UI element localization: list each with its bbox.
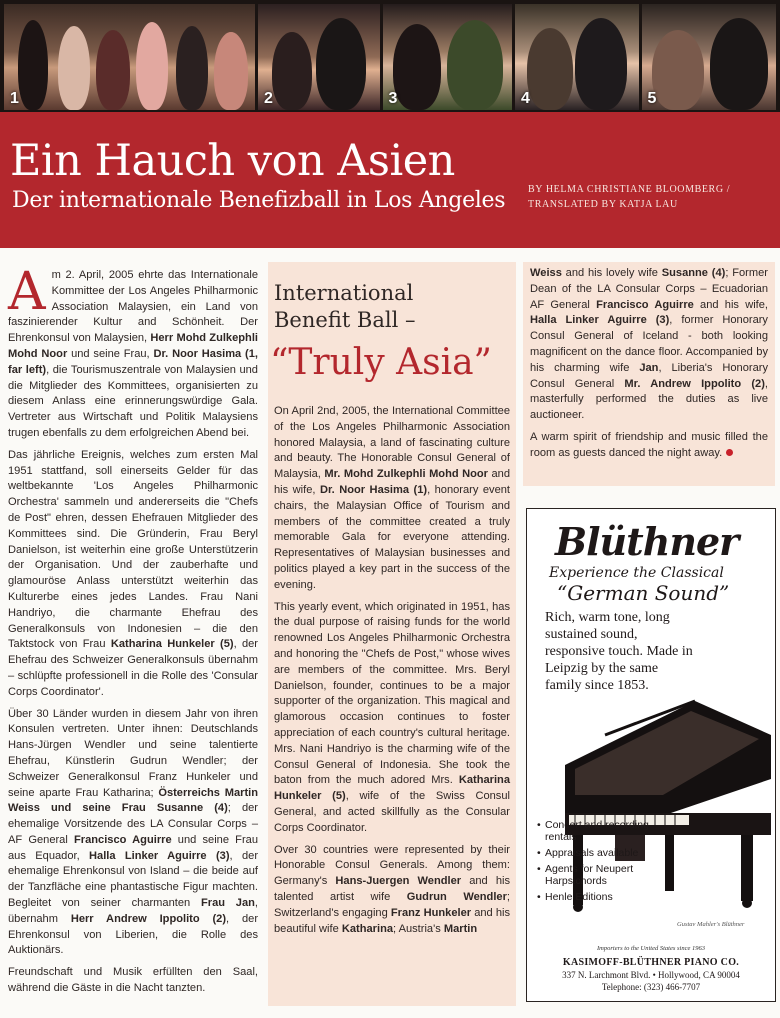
english-continued-column <box>530 266 768 462</box>
gala-photo-1 <box>4 4 255 110</box>
paragraph <box>8 707 258 960</box>
ad-photo-caption: Gustav Mahler's Blüthner <box>677 921 745 928</box>
text-run: , der Ehrenkonsul von Liberien, die Rolle des Auktionärs. <box>8 912 259 957</box>
bold-name: Österreichs Martin Weiss und seine Frau Susanne (4) <box>8 786 258 815</box>
text-run: , der ehemalige Ehrenkonsul von Island – die beide auf der Tanzfläche eine phantastische Figur machten. Begleitet von seiner charmanten <box>8 849 259 910</box>
bold-name: Dr. Noor Hasima (1) <box>319 483 428 496</box>
end-of-article-mark <box>726 449 733 456</box>
ad-tagline-emphasis: “German Sound” <box>557 581 730 605</box>
gala-photo-5 <box>642 4 776 110</box>
german-paragraphs <box>8 262 259 997</box>
bold-name: Jan <box>639 361 659 374</box>
text-run: m 2. April, 2005 ehrte das Internationale Kommittee der Los Angeles Philharmonic Association Malaysien, ein Land von faszinierender Kultur and Schönheit. Der Ehrenkonsul von Malaysien, <box>8 269 258 345</box>
ad-brand-logo: Blüthner <box>555 519 739 564</box>
text-run: and his wife, <box>274 468 510 496</box>
english-continued-paragraphs <box>530 266 768 462</box>
bold-name: Hans-Juergen Wendler <box>335 875 462 888</box>
bluthner-advertisement <box>526 508 776 1002</box>
text-run: This yearly event, which originated in 1951, has the dual purpose of raising funds for the world renowned Los Angeles Philharmonic Orchestra and honoring the "Chefs de Post," whose wives are members of the committee. Mrs. Beryl Danielson, founder, continues to be a major supporter of the organization. This magical and glamorous occasion continues to foster appreciation of each country's cultural heritage. Mrs. Nani Handriyo is the charming wife of the Consul General of Indonesia. She took the baton from the much adored Mrs. <box>274 600 510 787</box>
paragraph <box>274 843 510 938</box>
byline-author: BY HELMA CHRISTIANE BLOOMBERG / <box>528 184 731 195</box>
text-run: Freundschaft und Musik erfüllten den Saal, während die Gäste in die Nacht tanzten. <box>8 966 258 995</box>
paragraph <box>530 266 768 424</box>
ad-feature-list <box>537 819 657 907</box>
text-run: and his talented artist wife <box>274 875 511 903</box>
bold-name: Katharina Hunkeler (5) <box>110 638 234 651</box>
bold-name: Herr Andrew Ippolito (2) <box>70 912 227 925</box>
text-run: , former Honorary Consul General of Iceland - both looking magnificent on the dance floor. Accompanied by his charming wife <box>530 314 768 374</box>
gala-photo-3 <box>383 4 512 110</box>
bold-name: Mr. Andrew Ippolito (2) <box>624 377 765 390</box>
text-run: and his lovely wife <box>561 267 662 279</box>
english-title-line: Benefit Ball – <box>274 308 416 332</box>
english-title-line: International <box>274 281 414 305</box>
text-run: and his wife, <box>693 298 769 311</box>
ad-importer-line: Importers to the United States since 1963 <box>597 945 705 952</box>
byline <box>528 182 730 212</box>
english-article-column <box>274 404 510 937</box>
text-run: , honorary event chairs, the Malaysian Office of Tourism and members of the committee created a truly memorable Gala for everyone attending. Representatives of Malaysian businesses and politics played a key part in the success of the evening. <box>274 483 511 591</box>
article-title: Ein Hauch von Asien <box>10 136 455 186</box>
text-run: A warm spirit of friendship and music filled the room as guests danced the night away. <box>530 430 768 459</box>
photo-strip <box>0 0 780 112</box>
paragraph <box>530 430 768 462</box>
ad-feature-item: • Concert and recording rentals <box>537 819 657 843</box>
bold-name: Herr Mohd Zulkephli Mohd Noor <box>8 332 258 360</box>
ad-company-name: KASIMOFF-BLÜTHNER PIANO CO. <box>562 957 740 968</box>
bold-name: Katharina Hunkeler (5) <box>274 774 510 803</box>
text-run: , wife of the Swiss Consul General, and acted skillfully as the Consular Corps Coordinator. <box>274 790 510 834</box>
gala-photo-4 <box>515 4 639 110</box>
bold-name: Martin <box>443 922 478 935</box>
ad-feature-item: • Henle Editions <box>537 891 657 903</box>
gala-photo-2 <box>258 4 380 110</box>
photo-number: 1 <box>10 90 19 107</box>
bold-name: Halla Linker Aguirre (3) <box>89 849 230 862</box>
title-band <box>0 112 780 248</box>
text-run: Over 30 countries were represented by their Honorable Consul Generals. Among them: Germany's <box>274 843 510 888</box>
bold-name: Weiss <box>530 267 562 279</box>
text-run: ; Switzerland's engaging <box>274 890 510 919</box>
text-run: , der Ehefrau des Schweizer Generalkonsuls übernahm – schlüpfte professionell in die Rolle des 'Consular Corps Coordinator'. <box>8 638 258 698</box>
drop-cap: A <box>8 262 46 322</box>
bold-name: Francisco Aguirre <box>596 298 694 311</box>
bold-name: Gudrun Wendler <box>406 890 507 903</box>
text-run: ; Austria's <box>393 922 444 935</box>
photo-number: 2 <box>264 90 273 107</box>
english-pull-quote: “Truly Asia” <box>270 342 492 383</box>
photo-number: 4 <box>521 90 530 107</box>
article-subtitle: Der internationale Benefizball in Los Angeles <box>12 188 506 213</box>
ad-feature-item: • Agents for Neupert Harpsichords <box>537 863 657 887</box>
bold-name: Dr. Noor Hasima (1, far left) <box>8 347 258 376</box>
bold-name: Katharina <box>341 922 394 935</box>
text-run: and his beautiful wife <box>274 906 510 935</box>
bold-name: Franz Hunkeler <box>390 906 472 919</box>
text-run: , die Tourismuszentrale von Malaysien und die Mitglieder des Kommittees, organisierten zu diesem Anlass eine erinnerungswürdige Gala. Vertreter aus Wirtschaft und Politik Malaysiens trugen ebenfalls zu dem erfolgreichen Abend bei. <box>8 363 258 439</box>
english-paragraphs <box>274 404 510 937</box>
paragraph <box>8 448 258 701</box>
ad-phone: Telephone: (323) 466-7707 <box>601 982 701 992</box>
text-run: und seine Frau, <box>67 347 154 360</box>
text-run: ; der ehemalige Vorsitzende des LA Consular Corps – AF General <box>8 802 258 846</box>
bold-name: Halla Linker Aguirre (3) <box>530 314 670 327</box>
photo-number: 3 <box>388 90 398 107</box>
photo-number: 5 <box>647 90 657 107</box>
ad-description: Rich, warm tone, long sustained sound, responsive touch. Made in Leipzig by the same family since 1853. <box>545 610 693 693</box>
english-title <box>274 280 416 334</box>
german-article-column <box>8 262 259 997</box>
text-run: , masterfully performed the duties as live auctioneer. <box>530 377 768 422</box>
ad-feature-item: • Appraisals available <box>537 847 657 859</box>
text-run: Über 30 Länder wurden in diesem Jahr von ihren Konsulen vertreten. Unter ihnen: Deutschlands Hans-Jürgen Wendler und seine talentierte Ehefrau, Künstlerin Gudrun Wendler; der Schweizer Generalkonsul Franz Hunkeler und seine aparte Frau Katharina; <box>8 707 258 799</box>
ad-tagline: Experience the Classical <box>549 565 724 581</box>
ad-address: 337 N. Larchmont Blvd. • Hollywood, CA 90004 <box>562 970 740 980</box>
paragraph <box>8 965 258 997</box>
bold-name: Susanne (4) <box>661 267 726 279</box>
text-run: Das jährliche Ereignis, welches zum ersten Mal 1951 stattfand, soll einerseits Gelder für das weltbekannte 'Los Angeles Philharmonic Orchestra' sammeln und andererseits die "Chefs de Post" ehren, dessen Ehefrauen Mitglieder des Kommittees sind. Die Gründerin, Frau Beryl Danielson, ist weiterhin eine große Unterstützerin der Organisation. Und der zauberhafte und glamouröse Anlass unterstützt weiterhin das Kulturerbe eines jedes Landes. Frau Nani Handriyo, die charmante Ehefrau des Generalkonsuls von Indonesien – die den Taktstock von Frau <box>8 448 258 651</box>
text-run: , übernahm <box>8 897 258 925</box>
text-run: ; Former Dean of the LA Consular Corps – Ecuadorian AF General <box>530 267 768 311</box>
text-run: On April 2nd, 2005, the International Committee of the Los Angeles Philharmonic Association honored Malaysia, a land of fascinating culture and beauty. The Honorable Consul General of Malaysia, <box>274 405 510 481</box>
bold-name: Frau Jan <box>200 897 255 910</box>
text-run: , Liberia's Honorary Consul General <box>530 361 768 390</box>
bold-name: Francisco Aguirre <box>74 833 172 846</box>
paragraph <box>274 600 510 837</box>
byline-translator: TRANSLATED BY KATJA LAU <box>528 199 678 210</box>
paragraph <box>274 404 510 594</box>
text-run: und seine Frau aus Equador, <box>8 833 258 862</box>
bold-name: Mr. Mohd Zulkephli Mohd Noor <box>324 468 488 481</box>
